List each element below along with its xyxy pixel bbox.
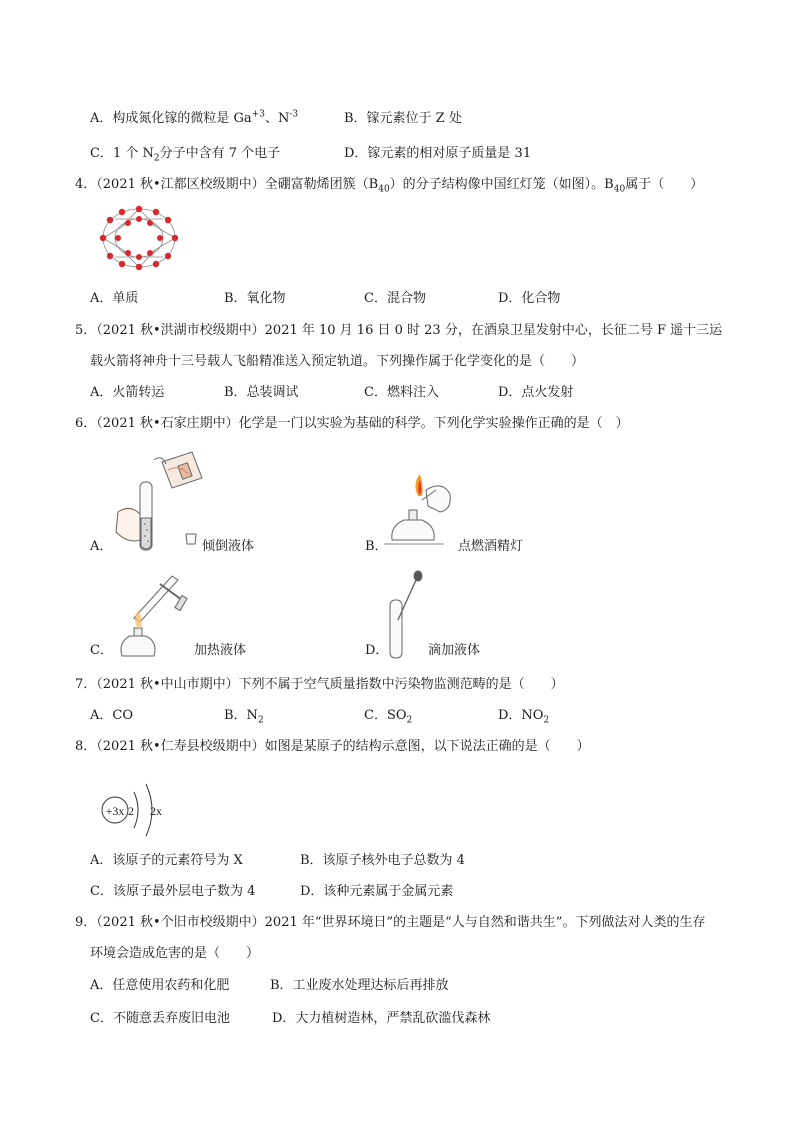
q4-option-c: C．混合物: [364, 291, 426, 306]
q5-option-c: C．燃料注入: [364, 385, 439, 400]
q6-option-c-label: 加热液体: [194, 643, 247, 658]
q6-option-d-label: 滴加液体: [428, 643, 481, 658]
q3-option-b: B．镓元素位于 Z 处: [344, 111, 462, 126]
q4-option-d: D．化合物: [498, 291, 561, 306]
q3-option-c: C．1 个 $N_2$分子中含有 7 个电子: [90, 146, 281, 164]
q9-option-c: C．不随意丢弃废旧电池: [90, 1011, 230, 1026]
shell-2-electrons: 2x: [150, 804, 162, 818]
q7-option-b: B．$N_2$: [224, 708, 264, 726]
q7-stem: 7．（2021 秋•中山市期中）下列不属于空气质量指数中污染物监测范畴的是（ ）: [75, 677, 564, 692]
q9-stem-line1: 9．（2021 秋•个旧市校级期中）2021 年“世界环境日”的主题是“人与自然和谐共生”。下列做法对人类的生存: [75, 915, 706, 930]
alcohol-lamp-figure: [382, 470, 464, 552]
q9-option-a: A．任意使用农药和化肥: [90, 978, 230, 993]
q9-stem-line2: 环境会造成危害的是（ ）: [90, 946, 260, 961]
q6-stem: 6．（2021 秋•石家庄期中）化学是一门以实验为基础的科学。下列化学实验操作正确的是（ ）: [75, 416, 629, 431]
q4-stem: 4．（2021 秋•江都区校级期中）全硼富勒烯团簇$(B_{40})$的分子结构像中国红灯笼（如图）。$B_{40}$属于（ ）: [75, 177, 704, 195]
q7-option-d: D．$NO_2$: [498, 708, 550, 726]
heating-liquid-figure: [112, 570, 194, 662]
q9-option-b: B．工业废水处理达标后再排放: [270, 978, 449, 993]
q7-option-a: A．CO: [90, 708, 133, 723]
q6-option-d-letter: D．: [365, 643, 389, 658]
q8-option-b: B．该原子核外电子总数为 4: [300, 853, 465, 868]
q6-option-a-label: 倾倒液体: [202, 539, 255, 554]
q5-option-b: B．总装调试: [224, 385, 299, 400]
q7-option-c: C．$SO_2$: [364, 708, 413, 726]
pouring-liquid-figure: [110, 448, 210, 554]
q5-option-d: D．点火发射: [498, 385, 574, 400]
q5-option-a: A．火箭转运: [90, 385, 165, 400]
atomic-structure-diagram: [98, 778, 188, 848]
q6-option-a-letter: A．: [90, 539, 113, 554]
q4-option-b: B．氧化物: [224, 291, 286, 306]
q6-option-b-label: 点燃酒精灯: [458, 539, 524, 554]
q3-option-a: A．构成氮化镓的微粒是 $Ga^{+3}$、$N^{-3}$: [90, 109, 299, 126]
q8-option-a: A．该原子的元素符号为 X: [90, 853, 243, 868]
q8-stem: 8．（2021 秋•仁寿县校级期中）如图是某原子的结构示意图，以下说法正确的是（ ）: [75, 739, 590, 754]
q4-option-a: A．单质: [90, 291, 139, 306]
q8-option-c: C．该原子最外层电子数为 4: [90, 884, 256, 899]
q8-option-d: D．该种元素属于金属元素: [300, 884, 454, 899]
b40-lantern-figure: [98, 205, 180, 271]
q5-stem-line1: 5．（2021 秋•洪湖市校级期中）2021 年 10 月 16 日 0 时 23 分，在酒泉卫星发射中心，长征二号 F 遥十三运: [75, 323, 723, 338]
q5-stem-line2: 载火箭将神舟十三号载人飞船精准送入预定轨道。下列操作属于化学变化的是（ ）: [90, 354, 585, 369]
nucleus-charge: +3x: [105, 804, 125, 818]
q6-option-c-letter: C．: [90, 643, 113, 658]
q9-option-d: D．大力植树造林，严禁乱砍滥伐森林: [272, 1011, 491, 1026]
q3-option-d: D．镓元素的相对原子质量是 31: [344, 146, 532, 161]
shell-1-electrons: 2: [128, 804, 134, 818]
q6-option-b-letter: B．: [365, 539, 388, 554]
